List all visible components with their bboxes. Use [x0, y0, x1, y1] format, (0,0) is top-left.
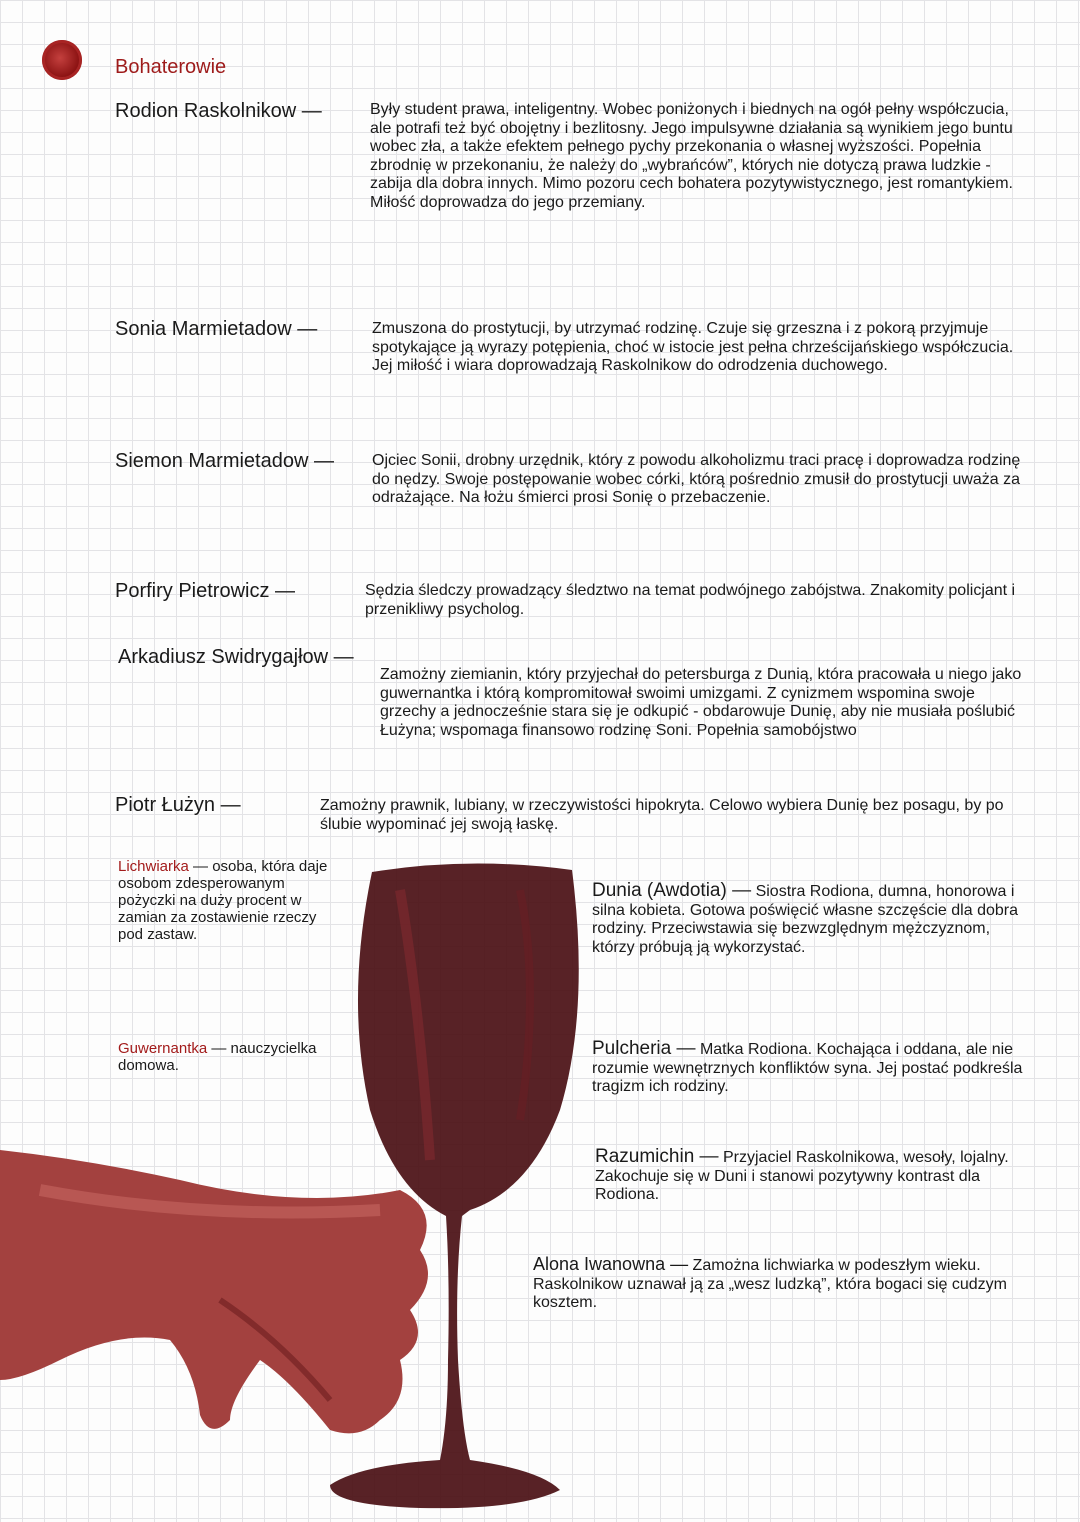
character-name: Porfiry Pietrowicz —	[115, 580, 296, 602]
character-name: Alona Iwanowna —	[533, 1254, 689, 1274]
definition-text: — nauczycielka domowa.	[118, 1040, 317, 1074]
character-entry	[592, 882, 1022, 957]
character-name: Sonia Marmietadow —	[115, 318, 318, 340]
definition-text: — osoba, która daje osobom zdesperowanym pożyczki na duży procent w zamian za zostawienie rzeczy pod zastaw.	[118, 858, 328, 943]
page-title: Bohaterowie	[115, 56, 227, 78]
character-desc: Były student prawa, inteligentny. Wobec poniżonych i biednych na ogół pełny współczucia, ale potrafi też być obojętny i bezlitosny. Jego impulsywne działania są wynikiem jego buntu wobec zła, a także efektem pełnego pychy przekonania o własnej wyższości. Popełnia zbrodnię w przekonaniu, że należy do „wybrańców”, których nie dotyczą prawa ludzkie - zabija dla dobra innych. Mimo pozoru cech bohatera pozytywistycznego, jest romantykiem. Miłość doprowadza do jego przemiany.	[370, 101, 1013, 211]
character-desc: Siostra Rodiona, dumna, honorowa i silna kobieta. Gotowa poświęcić własne szczęście dla dobra rodziny. Przeciwstawia się bezwzględnym mężczyznom, którzy próbują ją wykorzystać.	[592, 883, 1018, 956]
character-name: Siemon Marmietadow —	[115, 450, 334, 472]
character-desc: Zamożny ziemianin, który przyjechał do petersburga z Dunią, która pracowała u niego jako guwernantka i którą kompromitował swoimi umizgami. Z cynizmem wspomina swoje grzechy a jednocześnie stara się je odkupić - obdarowuje Dunię, aby nie musiała poślubić Łużyna; wspomaga finansowo rodzinę Soni. Popełnia samobójstwo	[380, 666, 1022, 739]
character-desc: Ojciec Sonii, drobny urzędnik, który z powodu alkoholizmu traci pracę i doprowadza rodzinę do nędzy. Swoje postępowanie wobec córki, którą pośrednio zmusił do prostytucji uważa za odrażające. Na łożu śmierci prosi Sonię o przebaczenie.	[372, 452, 1021, 506]
character-name: Dunia (Awdotia) —	[592, 880, 752, 901]
character-desc: Sędzia śledczy prowadzący śledztwo na temat podwójnego zabójstwa. Znakomity policjant i przenikliwy psycholog.	[365, 582, 1016, 618]
character-name: Arkadiusz Swidrygajłow —	[118, 646, 354, 668]
character-entry	[533, 1255, 1033, 1313]
character-desc: Zamożna lichwiarka w podeszłym wieku. Raskolnikow uznawał ją za „wesz ludzką”, która bogaci się cudzym kosztem.	[533, 1257, 1007, 1311]
character-desc: Matka Rodiona. Kochająca i oddana, ale nie rozumie wewnętrznych konfliktów syna. Jej postać podkreśla tragizm ich rodziny.	[592, 1041, 1023, 1095]
character-name: Razumichin —	[595, 1146, 719, 1167]
character-desc: Przyjaciel Raskolnikowa, wesoły, lojalny. Zakochuje się w Duni i stanowi pozytywny kontrast dla Rodiona.	[595, 1149, 1009, 1203]
definition-term: Lichwiarka	[118, 858, 189, 875]
wine-glass-hand-illustration	[0, 860, 600, 1522]
wax-seal-icon	[42, 40, 82, 80]
character-desc: Zmuszona do prostytucji, by utrzymać rodzinę. Czuje się grzeszna i z pokorą przyjmuje spotykające ją wyrazy potępienia, choć w istocie jest pełna chrześcijańskiego współczucia. Jej miłość i wiara doprowadzają Raskolnikow do odrodzenia duchowego.	[372, 320, 1014, 374]
character-name: Pulcheria —	[592, 1038, 696, 1059]
character-entry	[592, 1040, 1032, 1097]
character-name: Rodion Raskolnikow —	[115, 100, 322, 122]
character-entry	[595, 1148, 1035, 1205]
hand-icon	[0, 1150, 428, 1433]
definition-term: Guwernantka	[118, 1040, 208, 1057]
character-desc: Zamożny prawnik, lubiany, w rzeczywistości hipokryta. Celowo wybiera Dunię bez posagu, by po ślubie wypominać jej swoją łaskę.	[320, 797, 1004, 833]
character-name: Piotr Łużyn —	[115, 794, 241, 816]
